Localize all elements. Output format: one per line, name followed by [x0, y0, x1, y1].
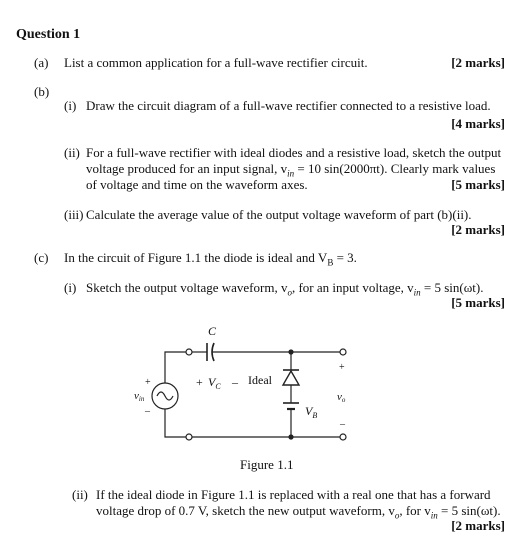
- node-dot-bottom: [288, 434, 293, 439]
- question-title: Question 1: [16, 27, 81, 42]
- node-dot-top: [288, 349, 293, 354]
- vo-minus: –: [340, 419, 345, 430]
- part-a-label: (a): [34, 55, 49, 70]
- terminal-out-top: [340, 349, 346, 355]
- vin-minus: –: [145, 406, 150, 417]
- part-b-i-text: Draw the circuit diagram of a full-wave rectifier connected to a resistive load.: [86, 98, 491, 113]
- terminal-out-bottom: [340, 434, 346, 440]
- part-b-label: (b): [34, 84, 50, 99]
- vc-label: $V_C$: [208, 375, 221, 391]
- terminal-bottom-left: [186, 434, 192, 440]
- vo-label: vo: [337, 391, 346, 404]
- part-b-iii-text: Calculate the average value of the output voltage waveform of part (b)(ii).: [86, 207, 472, 222]
- part-c-i-marks: [5 marks]: [451, 295, 505, 310]
- part-c-ii-label: (ii): [72, 487, 88, 502]
- vin-label: vin: [134, 390, 145, 403]
- vc-minus: –: [232, 375, 238, 389]
- ideal-label: Ideal: [248, 373, 272, 387]
- part-b-ii-line1: For a full-wave rectifier with ideal diodes and a resistive load, sketch the output: [86, 145, 502, 160]
- part-c-label: (c): [34, 250, 49, 265]
- part-a-text: List a common application for a full-wave rectifier circuit.: [64, 55, 368, 70]
- sine-icon: [157, 392, 173, 400]
- part-b-i-marks: [4 marks]: [451, 116, 505, 131]
- part-b-iii-label: (iii): [64, 207, 84, 222]
- diode-icon: [283, 371, 299, 385]
- part-b-ii-marks: [5 marks]: [451, 177, 505, 192]
- vc-plus: +: [196, 375, 203, 389]
- wire-top-left: [165, 352, 186, 360]
- part-b-ii-label: (ii): [64, 145, 80, 160]
- part-c-i-label: (i): [64, 280, 77, 295]
- vo-plus: +: [339, 362, 345, 373]
- terminal-top-left: [186, 349, 192, 355]
- part-c-ii-marks: [2 marks]: [451, 518, 505, 533]
- figure-caption: Figure 1.1: [240, 457, 294, 472]
- wire-source-bottom: [165, 409, 186, 437]
- cap-label: C: [208, 324, 217, 338]
- part-c-ii-line1: If the ideal diode in Figure 1.1 is replaced with a real one that has a forward: [96, 487, 491, 502]
- vin-plus: +: [145, 377, 151, 388]
- part-c-ii-line2: voltage drop of 0.7 V, sketch the new output waveform, $v_o$, for $v_{in} = 5$ sin(ωt).: [96, 503, 501, 521]
- part-b-i-label: (i): [64, 98, 77, 113]
- part-a-marks: [2 marks]: [451, 55, 505, 70]
- part-b-iii-marks: [2 marks]: [451, 222, 505, 237]
- part-c-i-text: Sketch the output voltage waveform, $v_o$, for an input voltage, $v_{in} = 5$ sin(ωt).: [86, 280, 484, 298]
- part-b-ii-line2: voltage produced for an input signal, $v_{in} = 10$ sin(2000πt). Clearly mark values: [86, 161, 496, 179]
- part-b-ii-line3: of voltage and time on the waveform axes.: [86, 177, 308, 192]
- part-c-intro: In the circuit of Figure 1.1 the diode is ideal and $V_B = 3$.: [64, 250, 357, 268]
- vb-label: $V_B$: [305, 404, 318, 420]
